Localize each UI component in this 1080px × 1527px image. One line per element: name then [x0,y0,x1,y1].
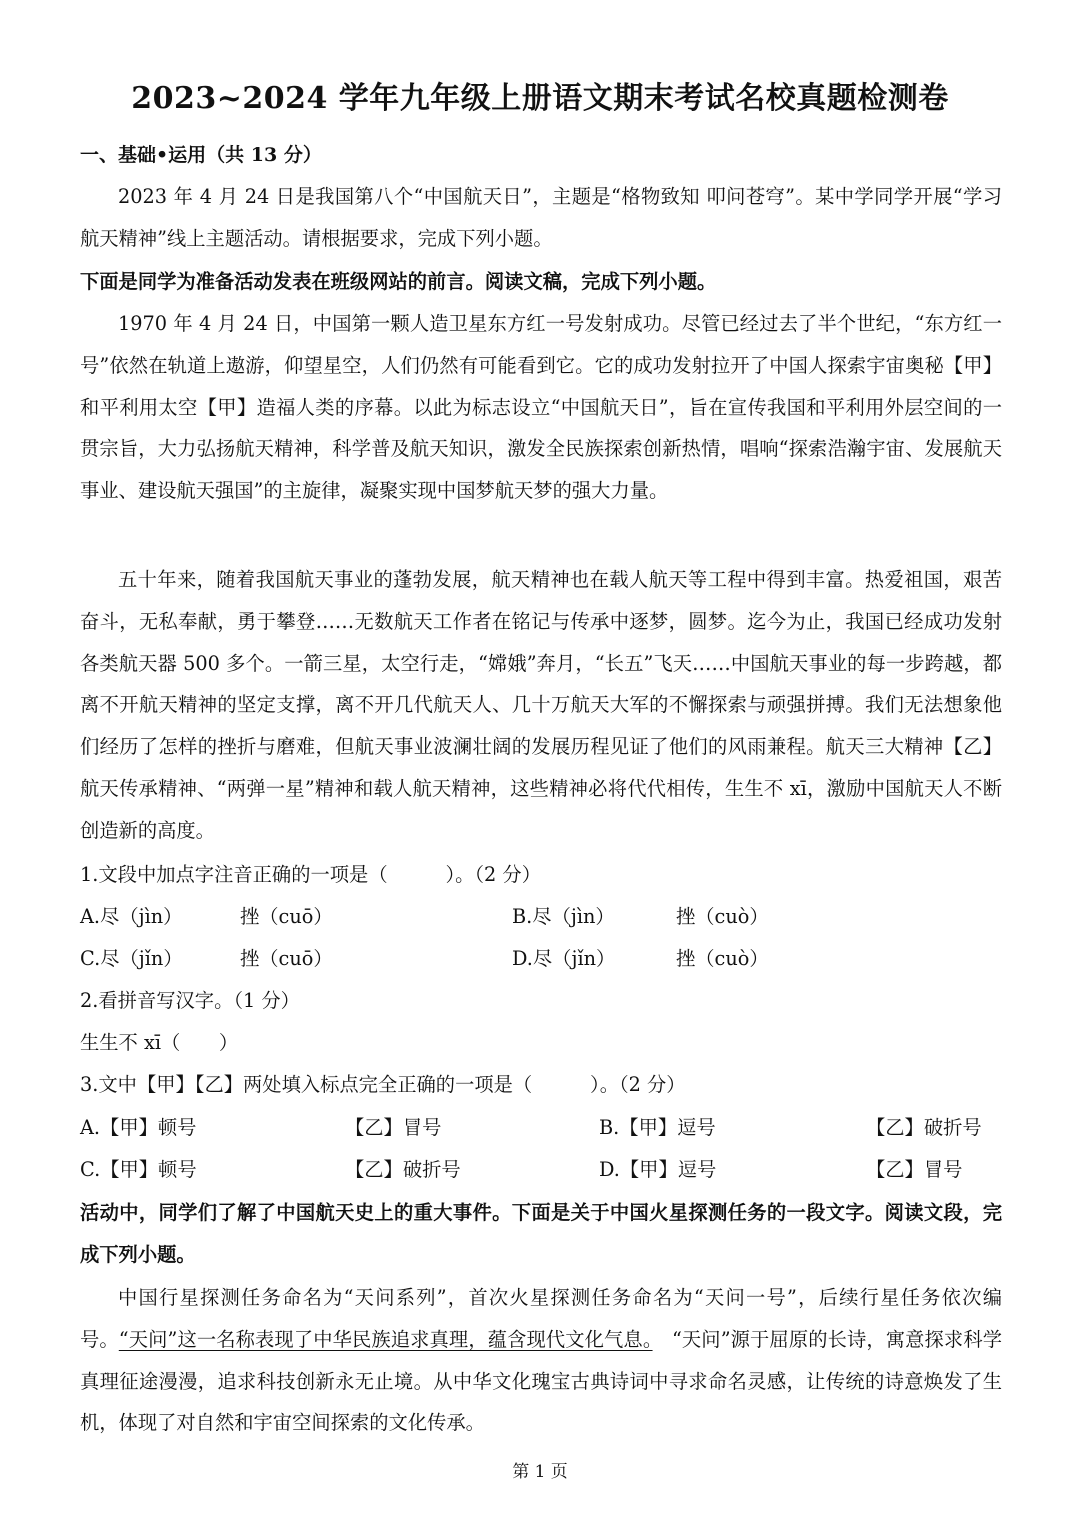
q1-option-d-1: D.尽（jǐn） [512,947,616,970]
q3-option-c-1: C.【甲】顿号 [80,1158,197,1181]
question-1: 1.文段中加点字注音正确的一项是（ ）。（2 分） [80,863,541,886]
passage-1-paragraph-1: 1970 年 4 月 24 日，中国第一颗人造卫星东方红一号发射成功。尽管已经过去了半个世纪，“东方红一号”依然在轨道上遨游，仰望星空，人们仍然有可能看到它。它的成功发射拉开了中国人探索宇宙奥秘【甲】和平利用太空【甲】造福人类的序幕。以此为标志设立“中国航天日”，旨在宣传我国和平利用外层空间的一贯宗旨，大力弘扬航天精神，科学普及航天知识，激发全民族探索创新热情，唱响“探索浩瀚宇宙、发展航天事业、建设航天强国”的主旋律，凝聚实现中国梦航天梦的强大力量。 [80,312,1002,503]
q3-option-c-2: 【乙】破折号 [345,1158,461,1181]
passage-2-text-a: 中国行星探测任务命名为“天问系列”，首次火星探测任务命名为“天问一号”，后续行星任务依次编号。 [80,1286,1002,1351]
q3-option-b-2: 【乙】破折号 [866,1116,982,1139]
passage-1-paragraph-2: 五十年来，随着我国航天事业的蓬勃发展，航天精神也在载人航天等工程中得到丰富。热爱祖国，艰苦奋斗，无私奉献，勇于攀登……无数航天工作者在铭记与传承中逐梦，圆梦。迄今为止，我国已经成功发射各类航天器 500 多个。一箭三星，太空行走，“嫦娥”奔月，“长五”飞天……中国航天事业的每一步跨越，都离不开航天精神的坚定支撑，离不开几代航天人、几十万航天大军的不懈探索与顽强拼搏。我们无法想象他们经历了怎样的挫折与磨难，但航天事业波澜壮阔的发展历程见证了他们的风雨兼程。航天三大精神【乙】航天传承精神、“两弹一星”精神和载人航天精神，这些精神必将代代相传，生生不 xī，激励中国航天人不断创造新的高度。 [80,568,1002,842]
passage-2-text-b: “天问”源于屈原的长诗，寓意探求科学真理征途漫漫，追求科技创新永无止境。从中华文化瑰宝古典诗词中寻求命名灵感，让传统的诗意焕发了生机，体现了对自然和宇宙空间探索的文化传承。 [80,1327,1002,1435]
q3-option-d-2: 【乙】冒号 [866,1158,963,1181]
q3-option-a-2: 【乙】冒号 [345,1116,442,1139]
q3-option-d-1: D.【甲】逗号 [599,1158,717,1181]
instruction-1: 下面是同学为准备活动发表在班级网站的前言。阅读文稿，完成下列小题。 [80,270,717,293]
question-3: 3.文中【甲】【乙】两处填入标点完全正确的一项是（ ）。（2 分） [80,1073,686,1096]
q3-option-b-1: B.【甲】逗号 [599,1116,716,1139]
q3-option-a-1: A.【甲】顿号 [80,1116,197,1139]
q1-option-c-2: 挫（cuō） [240,947,333,970]
q1-option-d-2: 挫（cuò） [676,947,769,970]
page-number: 第 1 页 [512,1462,568,1482]
intro-paragraph: 2023 年 4 月 24 日是我国第八个“中国航天日”，主题是“格物致知 叩问苍穹”。某中学同学开展“学习航天精神”线上主题活动。请根据要求，完成下列小题。 [80,185,1002,250]
page-title: 2023~2024 学年九年级上册语文期末考试名校真题检测卷 [131,81,949,116]
question-2-blank: 生生不 xī（ ） [80,1031,239,1054]
section-heading: 一、基础•运用（共 13 分） [80,144,322,166]
q1-option-a-1: A.尽（jìn） [80,905,183,928]
instruction-2: 活动中，同学们了解了中国航天史上的重大事件。下面是关于中国火星探测任务的一段文字。阅读文段，完成下列小题。 [80,1201,1002,1266]
passage-2-underlined-sentence: “天问”这一名称表现了中华民族追求真理，蕴含现代文化气息。 [118,1327,653,1351]
q1-option-b-2: 挫（cuò） [676,905,769,928]
question-2: 2.看拼音写汉字。（1 分） [80,989,300,1012]
passage-2-paragraph [80,1277,1002,1444]
q1-option-c-1: C.尽（jǐn） [80,947,183,970]
q1-option-b-1: B.尽（jìn） [512,905,615,928]
q1-option-a-2: 挫（cuō） [240,905,333,928]
